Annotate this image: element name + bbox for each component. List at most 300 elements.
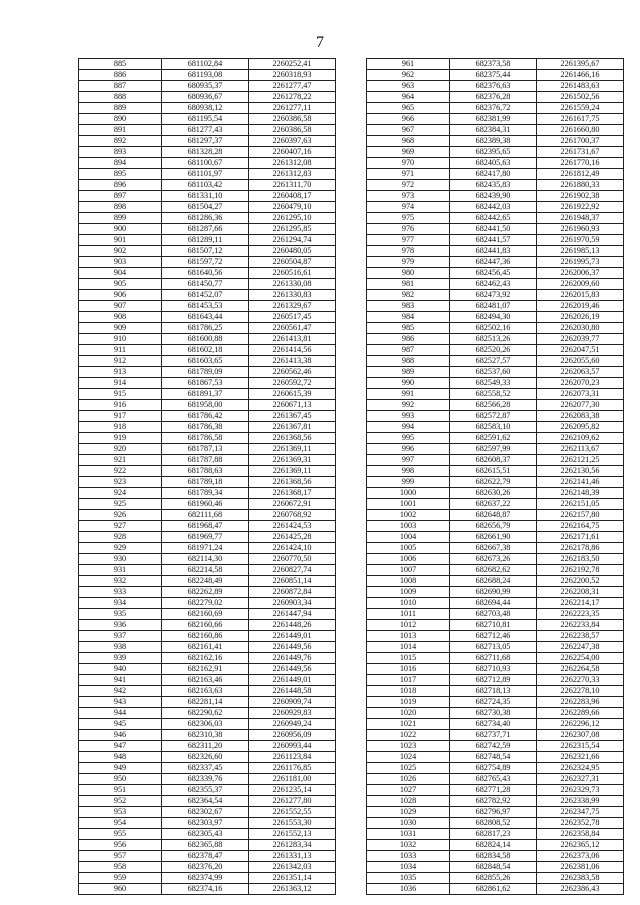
table-row: [367, 191, 624, 202]
x-coordinate-cell: 682162,91: [162, 664, 249, 675]
table-row: [79, 565, 336, 576]
x-coordinate-cell: 682374,99: [162, 873, 249, 884]
y-coordinate-cell: 2261369,11: [249, 444, 336, 455]
point-number-cell: 1030: [367, 818, 450, 829]
table-row: [79, 268, 336, 279]
coordinates-table-left: [78, 58, 336, 895]
y-coordinate-cell: 2261330,83: [249, 290, 336, 301]
table-row: [367, 785, 624, 796]
x-coordinate-cell: 681453,53: [162, 301, 249, 312]
table-row: [367, 488, 624, 499]
point-number-cell: 957: [79, 851, 162, 862]
point-number-cell: 982: [367, 290, 450, 301]
x-coordinate-cell: 681971,24: [162, 543, 249, 554]
point-number-cell: 965: [367, 103, 450, 114]
table-row: [79, 334, 336, 345]
x-coordinate-cell: 682630,26: [450, 488, 537, 499]
x-coordinate-cell: 682713,05: [450, 642, 537, 653]
y-coordinate-cell: 2261449,56: [249, 664, 336, 675]
x-coordinate-cell: 682442,65: [450, 213, 537, 224]
y-coordinate-cell: 2260480,05: [249, 246, 336, 257]
point-number-cell: 933: [79, 587, 162, 598]
x-coordinate-cell: 681603,65: [162, 356, 249, 367]
x-coordinate-cell: 682637,22: [450, 499, 537, 510]
point-number-cell: 1006: [367, 554, 450, 565]
point-number-cell: 904: [79, 268, 162, 279]
y-coordinate-cell: 2262178,86: [537, 543, 624, 554]
point-number-cell: 971: [367, 169, 450, 180]
point-number-cell: 945: [79, 719, 162, 730]
x-coordinate-cell: 682712,46: [450, 631, 537, 642]
y-coordinate-cell: 2262055,60: [537, 356, 624, 367]
x-coordinate-cell: 681328,28: [162, 147, 249, 158]
x-coordinate-cell: 682290,62: [162, 708, 249, 719]
x-coordinate-cell: 682373,58: [450, 59, 537, 70]
point-number-cell: 921: [79, 455, 162, 466]
point-number-cell: 983: [367, 301, 450, 312]
point-number-cell: 1007: [367, 565, 450, 576]
y-coordinate-cell: 2262083,38: [537, 411, 624, 422]
x-coordinate-cell: 682395,65: [450, 147, 537, 158]
point-number-cell: 1001: [367, 499, 450, 510]
x-coordinate-cell: 682648,87: [450, 510, 537, 521]
point-number-cell: 919: [79, 433, 162, 444]
table-row: [367, 664, 624, 675]
y-coordinate-cell: 2262192,78: [537, 565, 624, 576]
y-coordinate-cell: 2261413,38: [249, 356, 336, 367]
point-number-cell: 926: [79, 510, 162, 521]
table-row: [367, 356, 624, 367]
x-coordinate-cell: 682435,83: [450, 180, 537, 191]
point-number-cell: 1010: [367, 598, 450, 609]
point-number-cell: 1028: [367, 796, 450, 807]
x-coordinate-cell: 682742,59: [450, 741, 537, 752]
table-row: [367, 158, 624, 169]
point-number-cell: 968: [367, 136, 450, 147]
point-number-cell: 1036: [367, 884, 450, 895]
point-number-cell: 893: [79, 147, 162, 158]
table-row: [367, 873, 624, 884]
table-row: [79, 521, 336, 532]
point-number-cell: 1011: [367, 609, 450, 620]
x-coordinate-cell: 681193,08: [162, 70, 249, 81]
point-number-cell: 898: [79, 202, 162, 213]
y-coordinate-cell: 2261424,53: [249, 521, 336, 532]
point-number-cell: 975: [367, 213, 450, 224]
x-coordinate-cell: 682473,92: [450, 290, 537, 301]
y-coordinate-cell: 2262365,12: [537, 840, 624, 851]
point-number-cell: 1018: [367, 686, 450, 697]
y-coordinate-cell: 2262070,23: [537, 378, 624, 389]
y-coordinate-cell: 2261123,84: [249, 752, 336, 763]
table-row: [367, 774, 624, 785]
x-coordinate-cell: 682364,54: [162, 796, 249, 807]
x-coordinate-cell: 682673,26: [450, 554, 537, 565]
x-coordinate-cell: 682376,72: [450, 103, 537, 114]
y-coordinate-cell: 2260909,74: [249, 697, 336, 708]
y-coordinate-cell: 2261278,22: [249, 92, 336, 103]
y-coordinate-cell: 2261502,56: [537, 92, 624, 103]
y-coordinate-cell: 2260929,83: [249, 708, 336, 719]
y-coordinate-cell: 2261424,10: [249, 543, 336, 554]
x-coordinate-cell: 682376,20: [162, 862, 249, 873]
x-coordinate-cell: 681787,13: [162, 444, 249, 455]
table-row: [79, 653, 336, 664]
x-coordinate-cell: 682537,60: [450, 367, 537, 378]
x-coordinate-cell: 682481,07: [450, 301, 537, 312]
x-coordinate-cell: 681286,36: [162, 213, 249, 224]
y-coordinate-cell: 2262130,56: [537, 466, 624, 477]
y-coordinate-cell: 2260561,47: [249, 323, 336, 334]
point-number-cell: 925: [79, 499, 162, 510]
point-number-cell: 927: [79, 521, 162, 532]
x-coordinate-cell: 682162,16: [162, 653, 249, 664]
x-coordinate-cell: 681602,18: [162, 345, 249, 356]
point-number-cell: 914: [79, 378, 162, 389]
point-number-cell: 903: [79, 257, 162, 268]
point-number-cell: 981: [367, 279, 450, 290]
table-row: [367, 444, 624, 455]
point-number-cell: 994: [367, 422, 450, 433]
table-row: [79, 202, 336, 213]
y-coordinate-cell: 2261351,14: [249, 873, 336, 884]
point-number-cell: 1031: [367, 829, 450, 840]
y-coordinate-cell: 2261425,28: [249, 532, 336, 543]
x-coordinate-cell: 682771,28: [450, 785, 537, 796]
y-coordinate-cell: 2262121,25: [537, 455, 624, 466]
x-coordinate-cell: 682824,14: [450, 840, 537, 851]
y-coordinate-cell: 2261552,13: [249, 829, 336, 840]
table-row: [79, 191, 336, 202]
x-coordinate-cell: 682326,60: [162, 752, 249, 763]
x-coordinate-cell: 682161,41: [162, 642, 249, 653]
x-coordinate-cell: 682376,28: [450, 92, 537, 103]
x-coordinate-cell: 681287,66: [162, 224, 249, 235]
y-coordinate-cell: 2261295,85: [249, 224, 336, 235]
x-coordinate-cell: 682160,69: [162, 609, 249, 620]
x-coordinate-cell: 682765,43: [450, 774, 537, 785]
x-coordinate-cell: 682608,37: [450, 455, 537, 466]
point-number-cell: 962: [367, 70, 450, 81]
table-row: [79, 235, 336, 246]
x-coordinate-cell: 681960,46: [162, 499, 249, 510]
x-coordinate-cell: 681786,25: [162, 323, 249, 334]
table-row: [367, 213, 624, 224]
point-number-cell: 992: [367, 400, 450, 411]
point-number-cell: 1023: [367, 741, 450, 752]
x-coordinate-cell: 682378,47: [162, 851, 249, 862]
y-coordinate-cell: 2261368,56: [249, 433, 336, 444]
table-row: [79, 818, 336, 829]
point-number-cell: 889: [79, 103, 162, 114]
x-coordinate-cell: 682365,88: [162, 840, 249, 851]
table-row: [79, 477, 336, 488]
x-coordinate-cell: 682337,45: [162, 763, 249, 774]
table-row: [367, 741, 624, 752]
point-number-cell: 908: [79, 312, 162, 323]
table-row: [367, 499, 624, 510]
point-number-cell: 931: [79, 565, 162, 576]
y-coordinate-cell: 2261466,16: [537, 70, 624, 81]
point-number-cell: 976: [367, 224, 450, 235]
x-coordinate-cell: 682279,02: [162, 598, 249, 609]
x-coordinate-cell: 682374,16: [162, 884, 249, 895]
point-number-cell: 987: [367, 345, 450, 356]
point-number-cell: 988: [367, 356, 450, 367]
point-number-cell: 990: [367, 378, 450, 389]
y-coordinate-cell: 2261553,30: [249, 818, 336, 829]
y-coordinate-cell: 2261294,74: [249, 235, 336, 246]
x-coordinate-cell: 681504,27: [162, 202, 249, 213]
x-coordinate-cell: 682711,68: [450, 653, 537, 664]
x-coordinate-cell: 682439,90: [450, 191, 537, 202]
y-coordinate-cell: 2260671,13: [249, 400, 336, 411]
y-coordinate-cell: 2262141,46: [537, 477, 624, 488]
table-row: [79, 598, 336, 609]
x-coordinate-cell: 682855,26: [450, 873, 537, 884]
y-coordinate-cell: 2260397,63: [249, 136, 336, 147]
table-row: [367, 807, 624, 818]
y-coordinate-cell: 2261995,73: [537, 257, 624, 268]
y-coordinate-cell: 2261363,12: [249, 884, 336, 895]
point-number-cell: 935: [79, 609, 162, 620]
x-coordinate-cell: 681100,67: [162, 158, 249, 169]
point-number-cell: 910: [79, 334, 162, 345]
point-number-cell: 956: [79, 840, 162, 851]
table-row: [367, 796, 624, 807]
y-coordinate-cell: 2261447,94: [249, 609, 336, 620]
x-coordinate-cell: 682754,89: [450, 763, 537, 774]
y-coordinate-cell: 2262183,50: [537, 554, 624, 565]
y-coordinate-cell: 2262238,57: [537, 631, 624, 642]
point-number-cell: 936: [79, 620, 162, 631]
table-row: [367, 279, 624, 290]
table-row: [79, 70, 336, 81]
y-coordinate-cell: 2261295,10: [249, 213, 336, 224]
table-row: [367, 147, 624, 158]
table-row: [79, 719, 336, 730]
point-number-cell: 947: [79, 741, 162, 752]
point-number-cell: 1033: [367, 851, 450, 862]
table-row: [79, 697, 336, 708]
y-coordinate-cell: 2261367,45: [249, 411, 336, 422]
y-coordinate-cell: 2261483,63: [537, 81, 624, 92]
table-row: [367, 202, 624, 213]
x-coordinate-cell: 681331,10: [162, 191, 249, 202]
y-coordinate-cell: 2261176,85: [249, 763, 336, 774]
table-row: [79, 169, 336, 180]
point-number-cell: 969: [367, 147, 450, 158]
point-number-cell: 900: [79, 224, 162, 235]
y-coordinate-cell: 2261277,47: [249, 81, 336, 92]
table-row: [79, 675, 336, 686]
y-coordinate-cell: 2260827,74: [249, 565, 336, 576]
x-coordinate-cell: 682310,38: [162, 730, 249, 741]
table-row: [79, 444, 336, 455]
y-coordinate-cell: 2262347,75: [537, 807, 624, 818]
table-row: [367, 642, 624, 653]
y-coordinate-cell: 2261342,03: [249, 862, 336, 873]
x-coordinate-cell: 682712,89: [450, 675, 537, 686]
y-coordinate-cell: 2262373,06: [537, 851, 624, 862]
x-coordinate-cell: 682566,28: [450, 400, 537, 411]
point-number-cell: 1032: [367, 840, 450, 851]
point-number-cell: 963: [367, 81, 450, 92]
point-number-cell: 923: [79, 477, 162, 488]
point-number-cell: 895: [79, 169, 162, 180]
y-coordinate-cell: 2261449,56: [249, 642, 336, 653]
point-number-cell: 972: [367, 180, 450, 191]
table-row: [79, 279, 336, 290]
table-row: [79, 290, 336, 301]
point-number-cell: 1021: [367, 719, 450, 730]
point-number-cell: 897: [79, 191, 162, 202]
point-number-cell: 1009: [367, 587, 450, 598]
x-coordinate-cell: 682502,16: [450, 323, 537, 334]
x-coordinate-cell: 682703,48: [450, 609, 537, 620]
y-coordinate-cell: 2261448,26: [249, 620, 336, 631]
x-coordinate-cell: 682160,86: [162, 631, 249, 642]
y-coordinate-cell: 2262006,37: [537, 268, 624, 279]
point-number-cell: 1012: [367, 620, 450, 631]
y-coordinate-cell: 2262321,66: [537, 752, 624, 763]
y-coordinate-cell: 2261331,13: [249, 851, 336, 862]
x-coordinate-cell: 682381,99: [450, 114, 537, 125]
table-row: [367, 114, 624, 125]
point-number-cell: 891: [79, 125, 162, 136]
y-coordinate-cell: 2262109,62: [537, 433, 624, 444]
table-row: [367, 818, 624, 829]
point-number-cell: 985: [367, 323, 450, 334]
x-coordinate-cell: 682163,46: [162, 675, 249, 686]
point-number-cell: 953: [79, 807, 162, 818]
table-row: [79, 378, 336, 389]
x-coordinate-cell: 682447,36: [450, 257, 537, 268]
x-coordinate-cell: 682656,79: [450, 521, 537, 532]
y-coordinate-cell: 2261368,56: [249, 477, 336, 488]
point-number-cell: 977: [367, 235, 450, 246]
point-number-cell: 942: [79, 686, 162, 697]
table-row: [79, 59, 336, 70]
point-number-cell: 1020: [367, 708, 450, 719]
y-coordinate-cell: 2261414,56: [249, 345, 336, 356]
table-row: [79, 147, 336, 158]
x-coordinate-cell: 682724,35: [450, 697, 537, 708]
point-number-cell: 932: [79, 576, 162, 587]
table-row: [367, 455, 624, 466]
point-number-cell: 924: [79, 488, 162, 499]
table-row: [79, 224, 336, 235]
table-row: [79, 488, 336, 499]
x-coordinate-cell: 682306,03: [162, 719, 249, 730]
y-coordinate-cell: 2261413,81: [249, 334, 336, 345]
table-row: [367, 851, 624, 862]
table-row: [79, 829, 336, 840]
x-coordinate-cell: 682710,81: [450, 620, 537, 631]
x-coordinate-cell: 681452,07: [162, 290, 249, 301]
table-row: [367, 631, 624, 642]
y-coordinate-cell: 2262151,05: [537, 499, 624, 510]
x-coordinate-cell: 682305,43: [162, 829, 249, 840]
table-row: [367, 587, 624, 598]
y-coordinate-cell: 2262233,84: [537, 620, 624, 631]
table-row: [367, 334, 624, 345]
y-coordinate-cell: 2261283,34: [249, 840, 336, 851]
table-row: [367, 103, 624, 114]
y-coordinate-cell: 2260479,10: [249, 202, 336, 213]
x-coordinate-cell: 682111,68: [162, 510, 249, 521]
point-number-cell: 1014: [367, 642, 450, 653]
table-row: [79, 708, 336, 719]
x-coordinate-cell: 682456,45: [450, 268, 537, 279]
y-coordinate-cell: 2261880,33: [537, 180, 624, 191]
point-number-cell: 1025: [367, 763, 450, 774]
x-coordinate-cell: 682583,10: [450, 422, 537, 433]
y-coordinate-cell: 2262315,54: [537, 741, 624, 752]
x-coordinate-cell: 682817,23: [450, 829, 537, 840]
y-coordinate-cell: 2262307,08: [537, 730, 624, 741]
x-coordinate-cell: 682597,99: [450, 444, 537, 455]
x-coordinate-cell: 682302,67: [162, 807, 249, 818]
y-coordinate-cell: 2262283,96: [537, 697, 624, 708]
point-number-cell: 940: [79, 664, 162, 675]
table-row: [79, 840, 336, 851]
y-coordinate-cell: 2262329,73: [537, 785, 624, 796]
point-number-cell: 986: [367, 334, 450, 345]
x-coordinate-cell: 682690,99: [450, 587, 537, 598]
table-row: [367, 389, 624, 400]
y-coordinate-cell: 2261312,83: [249, 169, 336, 180]
table-row: [367, 246, 624, 257]
point-number-cell: 946: [79, 730, 162, 741]
point-number-cell: 991: [367, 389, 450, 400]
y-coordinate-cell: 2261922,92: [537, 202, 624, 213]
table-row: [367, 840, 624, 851]
y-coordinate-cell: 2261235,14: [249, 785, 336, 796]
y-coordinate-cell: 2260851,14: [249, 576, 336, 587]
y-coordinate-cell: 2260318,93: [249, 70, 336, 81]
y-coordinate-cell: 2262063,57: [537, 367, 624, 378]
x-coordinate-cell: 682861,62: [450, 884, 537, 895]
table-row: [79, 862, 336, 873]
table-row: [367, 301, 624, 312]
point-number-cell: 1019: [367, 697, 450, 708]
point-number-cell: 998: [367, 466, 450, 477]
point-number-cell: 906: [79, 290, 162, 301]
table-row: [367, 598, 624, 609]
y-coordinate-cell: 2262073,31: [537, 389, 624, 400]
table-row: [79, 620, 336, 631]
table-row: [367, 92, 624, 103]
y-coordinate-cell: 2260516,61: [249, 268, 336, 279]
y-coordinate-cell: 2262324,95: [537, 763, 624, 774]
y-coordinate-cell: 2262296,12: [537, 719, 624, 730]
x-coordinate-cell: 682848,54: [450, 862, 537, 873]
y-coordinate-cell: 2261617,75: [537, 114, 624, 125]
y-coordinate-cell: 2261277,11: [249, 103, 336, 114]
table-row: [367, 532, 624, 543]
table-row: [79, 554, 336, 565]
table-row: [79, 367, 336, 378]
coordinates-table-right: [366, 58, 624, 895]
x-coordinate-cell: 682163,63: [162, 686, 249, 697]
table-row: [79, 884, 336, 895]
y-coordinate-cell: 2261395,67: [537, 59, 624, 70]
point-number-cell: 999: [367, 477, 450, 488]
table-row: [79, 158, 336, 169]
point-number-cell: 995: [367, 433, 450, 444]
point-number-cell: 899: [79, 213, 162, 224]
